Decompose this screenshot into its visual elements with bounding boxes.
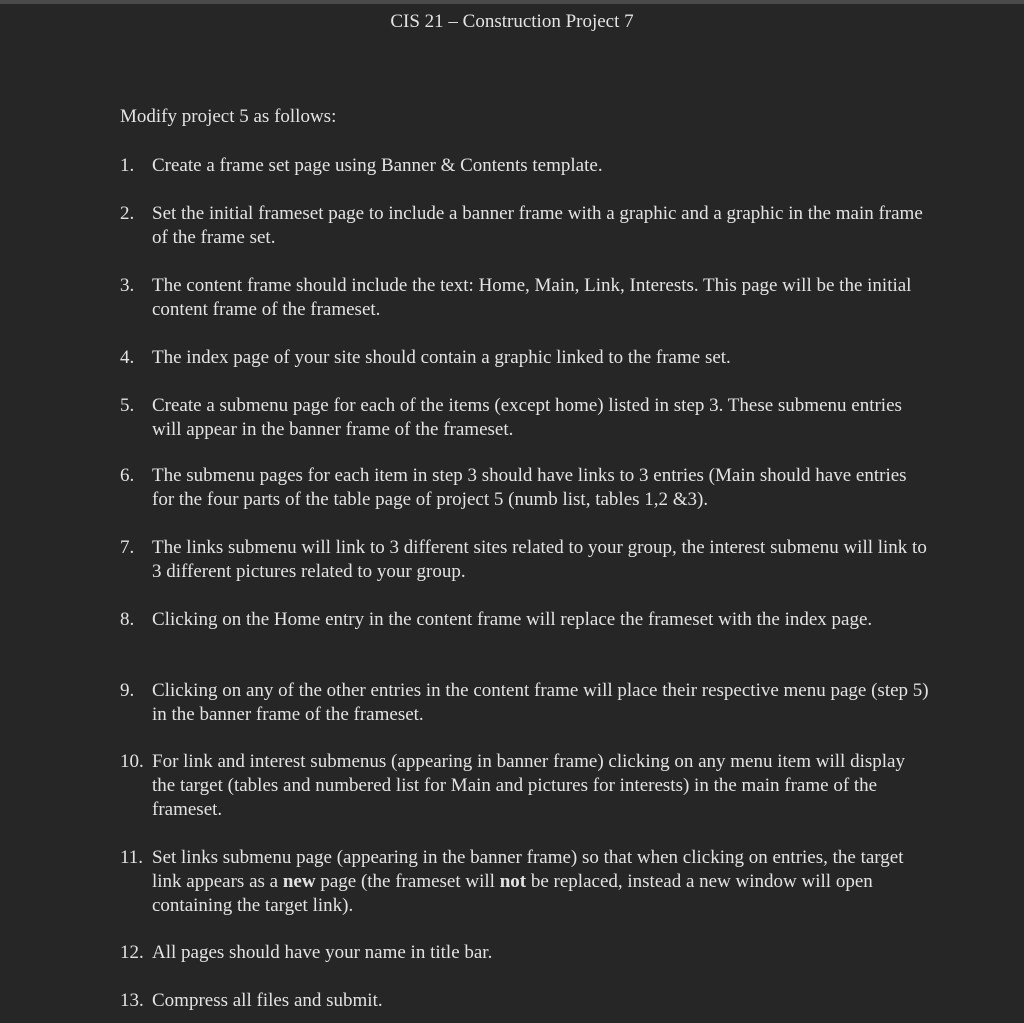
list-item <box>120 608 930 632</box>
list-item <box>120 274 930 322</box>
list-item <box>120 536 930 584</box>
emphasis-new: new <box>282 871 316 892</box>
document-title: CIS 21 – Construction Project 7 <box>390 11 634 32</box>
list-item <box>120 941 930 965</box>
item-number: 13. <box>120 990 144 1011</box>
list-item <box>120 202 930 250</box>
item-number: 11. <box>120 847 144 868</box>
item-number: 10. <box>120 751 144 772</box>
item-text: Compress all files and submit. <box>152 990 383 1011</box>
intro-text: Modify project 5 as follows: <box>120 106 337 127</box>
item-text: All pages should have your name in title bar. <box>152 942 493 963</box>
item-text: For link and interest submenus (appearing in banner frame) clicking on any menu item will display the target (tables and numbered list for Main and pictures for interests) in the main frame of the frameset. <box>152 751 905 820</box>
item-number: 4. <box>120 347 135 368</box>
item-text: Set links submenu page (appearing in the banner frame) so that when clicking on entries, the target link appears as a new page (the frameset will not be replaced, instead a new window will open containing the target link). <box>152 847 904 916</box>
item-text: Clicking on the Home entry in the content frame will replace the frameset with the index page. <box>152 609 873 630</box>
item-text: Clicking on any of the other entries in the content frame will place their respective menu page (step 5) in the banner frame of the frameset. <box>152 680 929 725</box>
list-item <box>120 464 930 512</box>
item-number: 7. <box>120 537 135 558</box>
item-text: The links submenu will link to 3 different sites related to your group, the interest submenu will link to 3 different pictures related to your group. <box>152 537 927 582</box>
item-text: Create a frame set page using Banner & Contents template. <box>152 155 603 176</box>
item-number: 3. <box>120 275 135 296</box>
list-item <box>120 989 930 1013</box>
item-text: The content frame should include the text: Home, Main, Link, Interests. This page will be the initial content frame of the frameset. <box>152 275 912 320</box>
item-text: Set the initial frameset page to include a banner frame with a graphic and a graphic in the main frame of the frame set. <box>152 203 923 248</box>
list-item <box>120 750 930 822</box>
item-number: 12. <box>120 942 144 963</box>
item-number: 5. <box>120 395 135 416</box>
item-number: 8. <box>120 609 135 630</box>
item-number: 9. <box>120 680 135 701</box>
list-item <box>120 394 930 442</box>
emphasis-not: not <box>499 871 527 892</box>
item-number: 1. <box>120 155 135 176</box>
item-number: 2. <box>120 203 135 224</box>
item-number: 6. <box>120 465 135 486</box>
list-item <box>120 679 930 727</box>
item-text: The submenu pages for each item in step 3 should have links to 3 entries (Main should have entries for the four parts of the table page of project 5 (numb list, tables 1,2 &3). <box>152 465 907 510</box>
item-text: Create a submenu page for each of the items (except home) listed in step 3. These submenu entries will appear in the banner frame of the frameset. <box>152 395 902 440</box>
list-item <box>120 346 930 370</box>
list-item <box>120 154 930 178</box>
item-text: The index page of your site should contain a graphic linked to the frame set. <box>152 347 731 368</box>
list-item <box>120 846 930 918</box>
